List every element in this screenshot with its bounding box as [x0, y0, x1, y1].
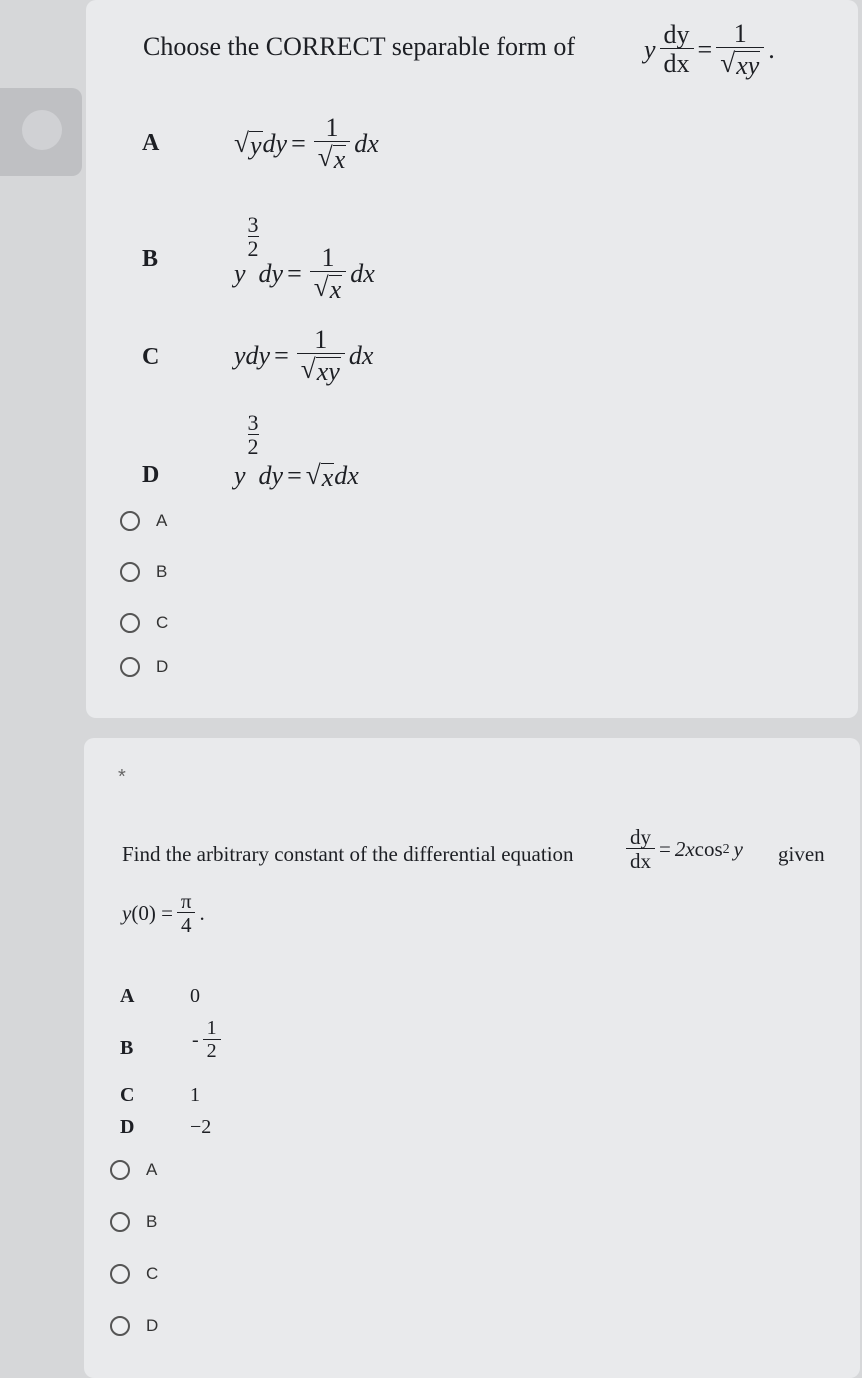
q1-option-a-letter: A	[142, 130, 160, 156]
question-1-equation: y $\frac{dy}{dx}$ = 1 √ xy .	[644, 19, 775, 81]
q2-radio-d[interactable]: D	[110, 1316, 158, 1336]
question-card-1	[86, 0, 858, 718]
q2-option-b-value: - $\frac{1}{2}$	[192, 1018, 225, 1063]
q1-radio-a[interactable]: A	[120, 511, 167, 531]
q2-option-b-letter: B	[120, 1037, 134, 1059]
q2-radio-b[interactable]: B	[110, 1212, 157, 1232]
tab-dot-icon	[22, 110, 62, 150]
q2-option-c-letter: C	[120, 1084, 135, 1106]
required-marker: *	[118, 766, 126, 788]
q1-option-c-letter: C	[142, 344, 160, 370]
q1-option-d-equation: y 3 2 dy = √ x dx	[234, 410, 359, 492]
side-tab[interactable]	[0, 88, 82, 176]
radio-circle-icon[interactable]	[110, 1316, 130, 1336]
radio-circle-icon[interactable]	[120, 511, 140, 531]
question-2-prompt-tail: given	[778, 842, 825, 866]
q2-radio-c[interactable]: C	[110, 1264, 158, 1284]
radio-circle-icon[interactable]	[110, 1212, 130, 1232]
question-1-prompt: Choose the CORRECT separable form of	[143, 32, 576, 61]
q2-option-a-letter: A	[120, 985, 135, 1007]
q1-radio-b[interactable]: B	[120, 562, 167, 582]
q2-radio-a[interactable]: A	[110, 1160, 157, 1180]
q2-option-a-value: 0	[190, 985, 200, 1007]
question-2-initial-condition: y (0) = $\frac{\pi}{4}$ .	[122, 889, 205, 938]
q1-radio-c[interactable]: C	[120, 613, 168, 633]
radio-circle-icon[interactable]	[120, 562, 140, 582]
q2-option-d-value: −2	[190, 1116, 212, 1138]
question-2-equation: $\frac{dy}{dx}$ = 2x cos 2 y	[622, 826, 743, 873]
radio-circle-icon[interactable]	[110, 1160, 130, 1180]
q1-option-b-equation: y 3 2 dy = 1 √ x dx	[234, 211, 375, 305]
q1-radio-d[interactable]: D	[120, 657, 168, 677]
q2-option-c-value: 1	[190, 1084, 200, 1106]
q1-option-a-equation: √ y dy = 1 √ x dx	[234, 113, 379, 175]
question-2-prompt: Find the arbitrary constant of the differential equation	[122, 842, 574, 866]
radio-circle-icon[interactable]	[110, 1264, 130, 1284]
radio-circle-icon[interactable]	[120, 613, 140, 633]
q1-option-d-letter: D	[142, 462, 160, 488]
radio-circle-icon[interactable]	[120, 657, 140, 677]
q2-option-d-letter: D	[120, 1116, 135, 1138]
q1-option-b-letter: B	[142, 246, 159, 272]
q1-option-c-equation: ydy = 1 √ xy dx	[234, 325, 374, 387]
